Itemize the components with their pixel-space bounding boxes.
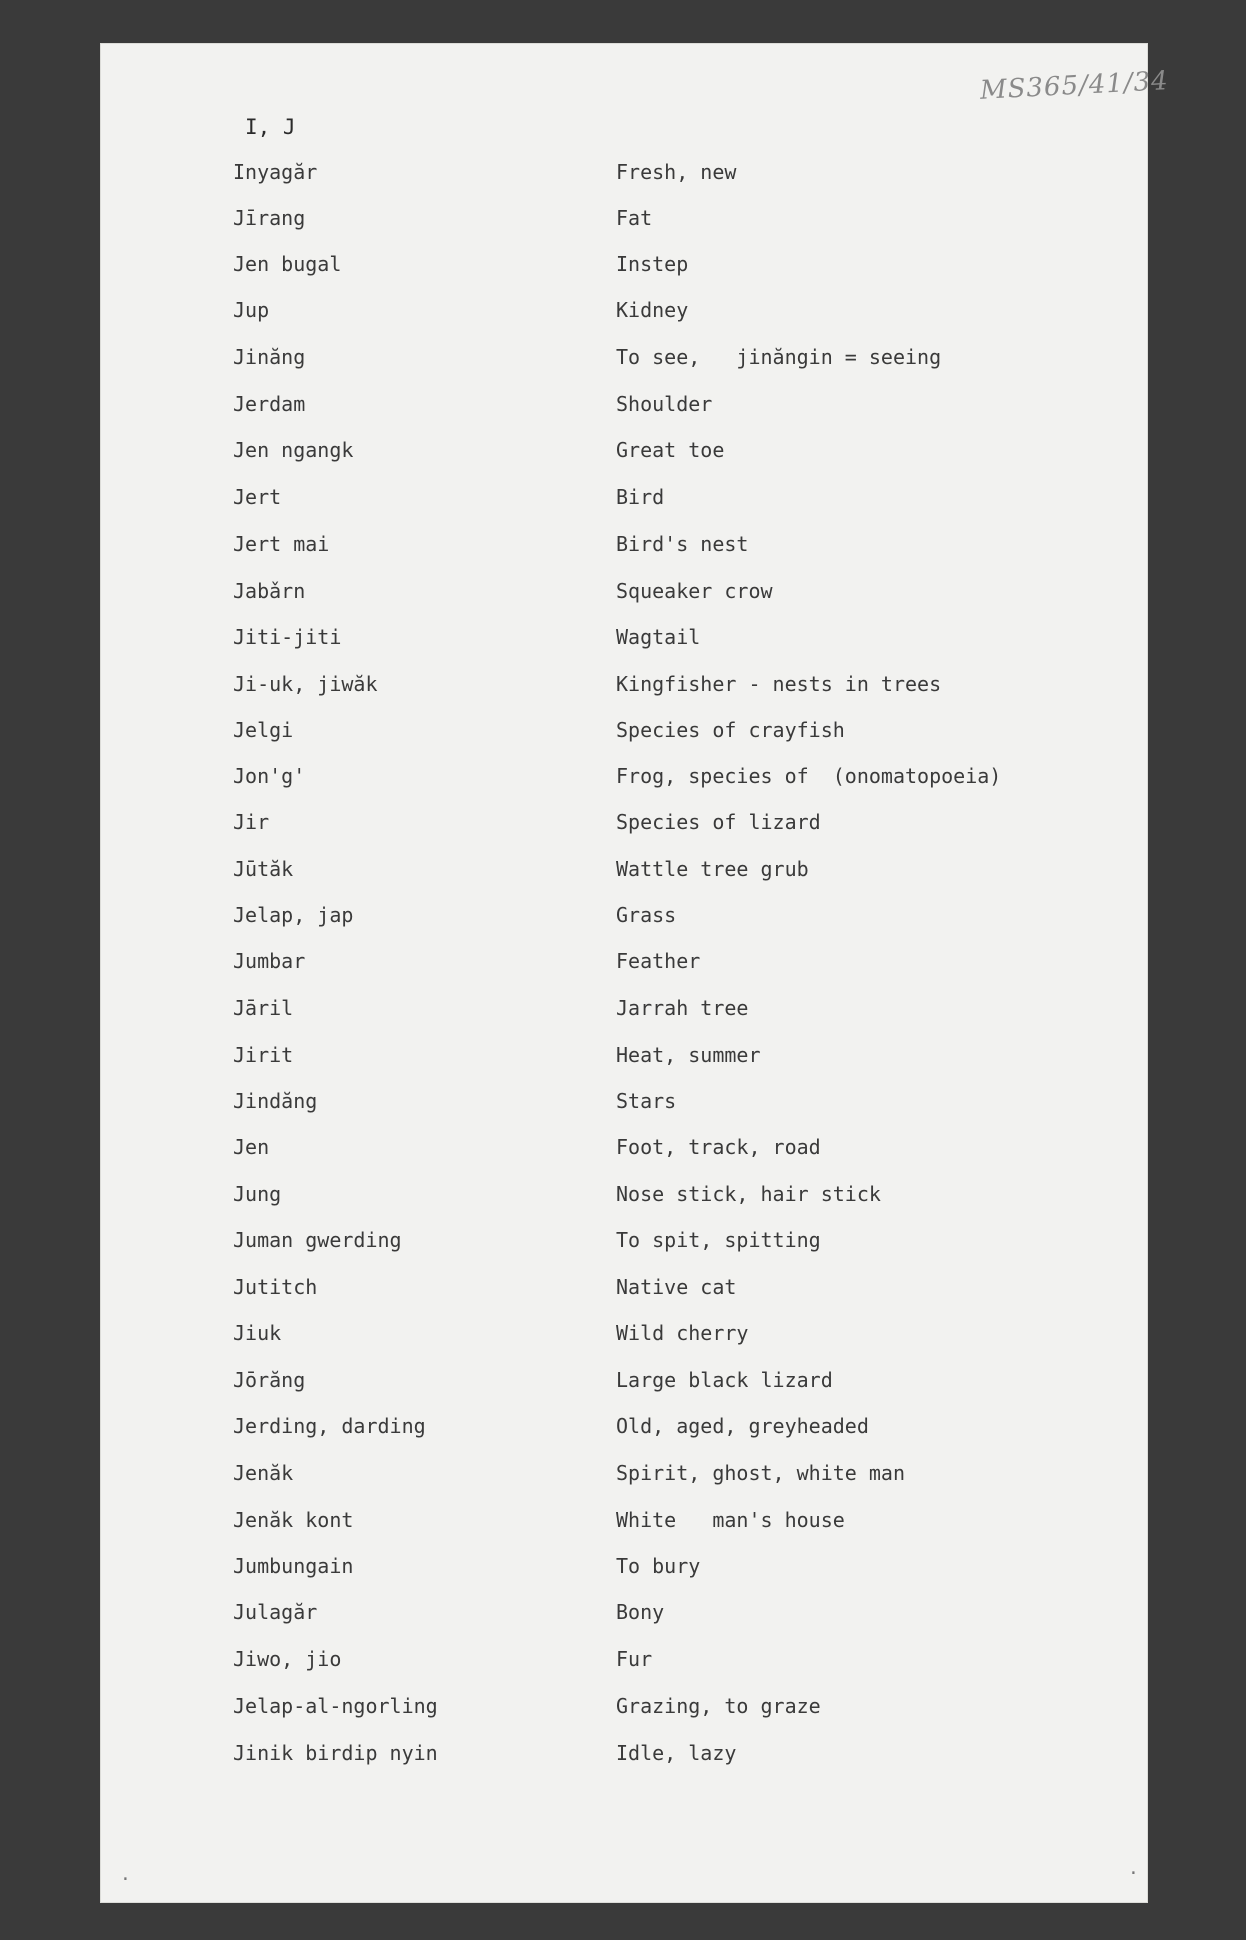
entry-word: Jindăng [233, 1089, 318, 1113]
entry-row [100, 996, 1148, 1026]
entry-meaning: Species of lizard [616, 810, 821, 834]
vocabulary-list [100, 43, 1148, 1903]
entry-meaning: Bird [616, 485, 665, 509]
entry-meaning: White man's house [616, 1508, 845, 1532]
entry-row [100, 764, 1148, 794]
entry-meaning: Squeaker crow [616, 579, 773, 603]
entry-word: Jenăk kont [233, 1508, 354, 1532]
entry-row [100, 1043, 1148, 1073]
entry-row [100, 1321, 1148, 1351]
entry-word: Jutitch [233, 1275, 318, 1299]
entry-row [100, 252, 1148, 282]
entry-meaning: Grazing, to graze [616, 1694, 821, 1718]
entry-meaning: Old, aged, greyheaded [616, 1414, 869, 1438]
entry-row [100, 1182, 1148, 1212]
entry-row [100, 206, 1148, 236]
entry-row [100, 1228, 1148, 1258]
entry-meaning: Nose stick, hair stick [616, 1182, 881, 1206]
entry-meaning: Foot, track, road [616, 1135, 821, 1159]
entry-meaning: Fresh, new [616, 160, 737, 184]
entry-word: Jīrang [233, 206, 306, 230]
entry-word: Jelgi [233, 718, 294, 742]
margin-mark: · [1128, 1863, 1139, 1884]
entry-meaning: Heat, summer [616, 1043, 761, 1067]
entry-word: Jenăk [233, 1461, 294, 1485]
entry-meaning: Native cat [616, 1275, 737, 1299]
entry-meaning: Instep [616, 252, 689, 276]
entry-word: Jen bugal [233, 252, 342, 276]
entry-word: Jōrăng [233, 1368, 306, 1392]
entry-meaning: Species of crayfish [616, 718, 845, 742]
entry-row [100, 1461, 1148, 1491]
entry-row [100, 718, 1148, 748]
entry-meaning: To spit, spitting [616, 1228, 821, 1252]
typed-page [100, 43, 1170, 1903]
entry-word: Jinik birdip nyin [233, 1741, 438, 1765]
entry-word: Ji-uk, jiwăk [233, 672, 378, 696]
entry-meaning: Fat [616, 206, 653, 230]
manuscript-reference: MS365/41/34 [979, 66, 1170, 106]
entry-meaning: Shoulder [616, 392, 713, 416]
entry-word: Jen [233, 1135, 270, 1159]
entry-row [100, 672, 1148, 702]
entry-row [100, 1275, 1148, 1305]
entry-meaning: Stars [616, 1089, 677, 1113]
entry-word: Jung [233, 1182, 282, 1206]
entry-word: Jiwo, jio [233, 1647, 342, 1671]
entry-row [100, 160, 1148, 190]
page-heading: I, J [245, 115, 296, 139]
entry-meaning: To bury [616, 1554, 701, 1578]
entry-word: Jerdam [233, 392, 306, 416]
entry-word: Jelap-al-ngorling [233, 1694, 438, 1718]
entry-word: Jelap, jap [233, 903, 354, 927]
entry-row [100, 485, 1148, 515]
entry-meaning: Bird's nest [616, 532, 749, 556]
entry-meaning: Feather [616, 949, 701, 973]
entry-meaning: Grass [616, 903, 677, 927]
entry-word: Jir [233, 810, 270, 834]
entry-word: Jiuk [233, 1321, 282, 1345]
entry-row [100, 949, 1148, 979]
entry-word: Jumbungain [233, 1554, 354, 1578]
entry-meaning: Kingfisher - nests in trees [616, 672, 942, 696]
entry-meaning: Jarrah tree [616, 996, 749, 1020]
entry-word: Jerding, darding [233, 1414, 426, 1438]
entry-word: Jumbar [233, 949, 306, 973]
entry-meaning: Great toe [616, 438, 725, 462]
entry-word: Jen ngangk [233, 438, 354, 462]
entry-row [100, 625, 1148, 655]
entry-row [100, 810, 1148, 840]
entry-word: Jūtăk [233, 857, 294, 881]
entry-word: Jert [233, 485, 282, 509]
entry-word: Juman gwerding [233, 1228, 402, 1252]
entry-word: Jāril [233, 996, 294, 1020]
entry-row [100, 392, 1148, 422]
entry-meaning: Fur [616, 1647, 653, 1671]
entry-meaning: Wild cherry [616, 1321, 749, 1345]
entry-row [100, 903, 1148, 933]
entry-meaning: Large black lizard [616, 1368, 833, 1392]
entry-row [100, 1368, 1148, 1398]
entry-row [100, 1554, 1148, 1584]
entry-word: Inyagăr [233, 160, 318, 184]
entry-word: Jon'g' [233, 764, 306, 788]
entry-row [100, 345, 1148, 375]
entry-meaning: Frog, species of (onomatopoeia) [616, 764, 1002, 788]
entry-meaning: Bony [616, 1600, 665, 1624]
entry-row [100, 532, 1148, 562]
entry-row [100, 1135, 1148, 1165]
entry-word: Jabǎrn [233, 579, 306, 603]
entry-word: Julagăr [233, 1600, 318, 1624]
entry-meaning: Idle, lazy [616, 1741, 737, 1765]
entry-word: Jinăng [233, 345, 306, 369]
entry-meaning: To see, jinăngin = seeing [616, 345, 942, 369]
entry-row [100, 1600, 1148, 1630]
entry-row [100, 1741, 1148, 1771]
entry-meaning: Kidney [616, 298, 689, 322]
entry-row [100, 1647, 1148, 1677]
entry-meaning: Wattle tree grub [616, 857, 809, 881]
entry-row [100, 438, 1148, 468]
margin-mark: · [120, 1869, 131, 1890]
entry-row [100, 1414, 1148, 1444]
entry-meaning: Spirit, ghost, white man [616, 1461, 905, 1485]
entry-word: Jirit [233, 1043, 294, 1067]
entry-row [100, 579, 1148, 609]
entry-row [100, 1508, 1148, 1538]
entry-row [100, 857, 1148, 887]
entry-word: Jiti-jiti [233, 625, 342, 649]
entry-word: Jert mai [233, 532, 330, 556]
entry-row [100, 1089, 1148, 1119]
entry-row [100, 298, 1148, 328]
entry-meaning: Wagtail [616, 625, 701, 649]
entry-row [100, 1694, 1148, 1724]
entry-word: Jup [233, 298, 270, 322]
